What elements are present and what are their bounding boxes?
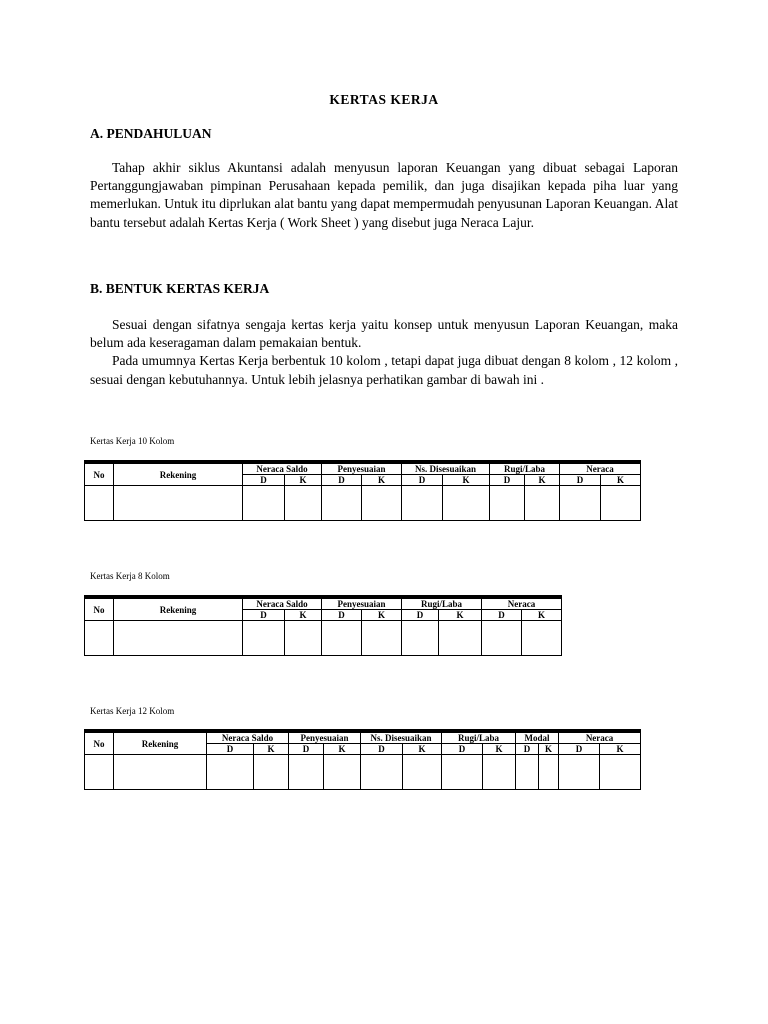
- header-kredit: K: [362, 610, 402, 621]
- worksheet-10-caption: Kertas Kerja 10 Kolom: [90, 436, 175, 446]
- body-cell: [559, 755, 600, 790]
- section-a-paragraph: [90, 159, 678, 232]
- worksheet-12-caption: Kertas Kerja 12 Kolom: [90, 706, 175, 716]
- header-debit: D: [560, 475, 601, 486]
- body-cell: [254, 755, 289, 790]
- body-cell: [560, 486, 601, 521]
- section-a-text: Tahap akhir siklus Akuntansi adalah menyusun laporan Keuangan yang dibuat sebagai Laporan Pertanggungjawaban pimpinan Perusahaan kepada pemilik, dan juga disajikan kepada piha luar yang memerlukan. Untuk itu diprlukan alat bantu yang dapat mempermudah penyusunan Laporan Keuangan. Alat bantu tersebut adalah Kertas Kerja ( Work Sheet ) yang disebut juga Neraca Lajur.: [90, 160, 678, 230]
- section-b-paragraphs: [90, 316, 678, 389]
- body-cell: [322, 486, 362, 521]
- section-a-heading: A. PENDAHULUAN: [90, 126, 212, 141]
- header-debit: D: [559, 744, 600, 755]
- body-cell: [285, 486, 322, 521]
- body-cell: [600, 755, 641, 790]
- header-debit: D: [516, 744, 539, 755]
- header-rekening: Rekening: [114, 731, 207, 755]
- header-debit: D: [243, 610, 285, 621]
- header-no: No: [85, 731, 114, 755]
- header-group: Neraca Saldo: [243, 462, 322, 475]
- body-cell: [443, 486, 490, 521]
- header-kredit: K: [525, 475, 560, 486]
- header-kredit: K: [539, 744, 559, 755]
- body-cell: [601, 486, 641, 521]
- section-b-paragraph-2: Pada umumnya Kertas Kerja berbentuk 10 kolom , tetapi dapat juga dibuat dengan 8 kolom , 12 kolom , sesuai dengan kebutuhannya. Untuk lebih jelasnya perhatikan gambar di bawah ini .: [90, 353, 678, 387]
- page-title: KERTAS KERJA: [329, 92, 439, 107]
- body-cell: [114, 486, 243, 521]
- body-cell: [490, 486, 525, 521]
- header-kredit: K: [439, 610, 482, 621]
- header-debit: D: [402, 475, 443, 486]
- header-kredit: K: [522, 610, 562, 621]
- header-group: Penyesuaian: [289, 731, 361, 744]
- header-debit: D: [442, 744, 483, 755]
- body-cell: [402, 621, 439, 656]
- header-group: Neraca Saldo: [243, 597, 322, 610]
- body-cell: [322, 621, 362, 656]
- body-cell: [85, 755, 114, 790]
- section-b-heading: B. BENTUK KERTAS KERJA: [90, 281, 270, 296]
- header-no: No: [85, 462, 114, 486]
- header-group: Modal: [516, 731, 559, 744]
- header-debit: D: [322, 475, 362, 486]
- body-cell: [482, 621, 522, 656]
- body-cell: [539, 755, 559, 790]
- header-no: No: [85, 597, 114, 621]
- body-cell: [243, 621, 285, 656]
- body-cell: [85, 486, 114, 521]
- section-b-paragraph-1: Sesuai dengan sifatnya sengaja kertas kerja yaitu konsep untuk menyusun Laporan Keuangan, maka belum ada keseragaman dalam pemakaian bentuk.: [90, 317, 678, 351]
- header-group: Neraca: [482, 597, 562, 610]
- header-kredit: K: [285, 475, 322, 486]
- header-group: Neraca Saldo: [207, 731, 289, 744]
- header-group: Neraca: [560, 462, 641, 475]
- body-cell: [324, 755, 361, 790]
- body-cell: [442, 755, 483, 790]
- header-debit: D: [402, 610, 439, 621]
- body-cell: [403, 755, 442, 790]
- body-cell: [361, 755, 403, 790]
- body-cell: [85, 621, 114, 656]
- header-kredit: K: [600, 744, 641, 755]
- header-rekening: Rekening: [114, 597, 243, 621]
- header-group: Rugi/Laba: [442, 731, 516, 744]
- body-cell: [243, 486, 285, 521]
- worksheet-10-table: [84, 460, 641, 521]
- body-cell: [362, 621, 402, 656]
- header-debit: D: [482, 610, 522, 621]
- header-debit: D: [322, 610, 362, 621]
- header-group: Neraca: [559, 731, 641, 744]
- header-kredit: K: [254, 744, 289, 755]
- header-kredit: K: [483, 744, 516, 755]
- header-kredit: K: [324, 744, 361, 755]
- body-cell: [114, 755, 207, 790]
- worksheet-8-table: [84, 595, 562, 656]
- header-debit: D: [207, 744, 254, 755]
- body-cell: [525, 486, 560, 521]
- header-kredit: K: [443, 475, 490, 486]
- header-kredit: K: [601, 475, 641, 486]
- header-kredit: K: [403, 744, 442, 755]
- body-cell: [522, 621, 562, 656]
- body-cell: [207, 755, 254, 790]
- header-rekening: Rekening: [114, 462, 243, 486]
- header-kredit: K: [285, 610, 322, 621]
- worksheet-8-caption: Kertas Kerja 8 Kolom: [90, 571, 170, 581]
- body-cell: [362, 486, 402, 521]
- header-group: Ns. Disesuaikan: [361, 731, 442, 744]
- header-debit: D: [490, 475, 525, 486]
- body-cell: [289, 755, 324, 790]
- header-group: Rugi/Laba: [402, 597, 482, 610]
- header-group: Penyesuaian: [322, 462, 402, 475]
- body-cell: [114, 621, 243, 656]
- body-cell: [285, 621, 322, 656]
- body-cell: [402, 486, 443, 521]
- body-cell: [516, 755, 539, 790]
- header-kredit: K: [362, 475, 402, 486]
- header-debit: D: [243, 475, 285, 486]
- header-group: Ns. Disesuaikan: [402, 462, 490, 475]
- header-debit: D: [289, 744, 324, 755]
- worksheet-12-table: [84, 729, 641, 790]
- body-cell: [483, 755, 516, 790]
- header-group: Rugi/Laba: [490, 462, 560, 475]
- header-group: Penyesuaian: [322, 597, 402, 610]
- body-cell: [439, 621, 482, 656]
- header-debit: D: [361, 744, 403, 755]
